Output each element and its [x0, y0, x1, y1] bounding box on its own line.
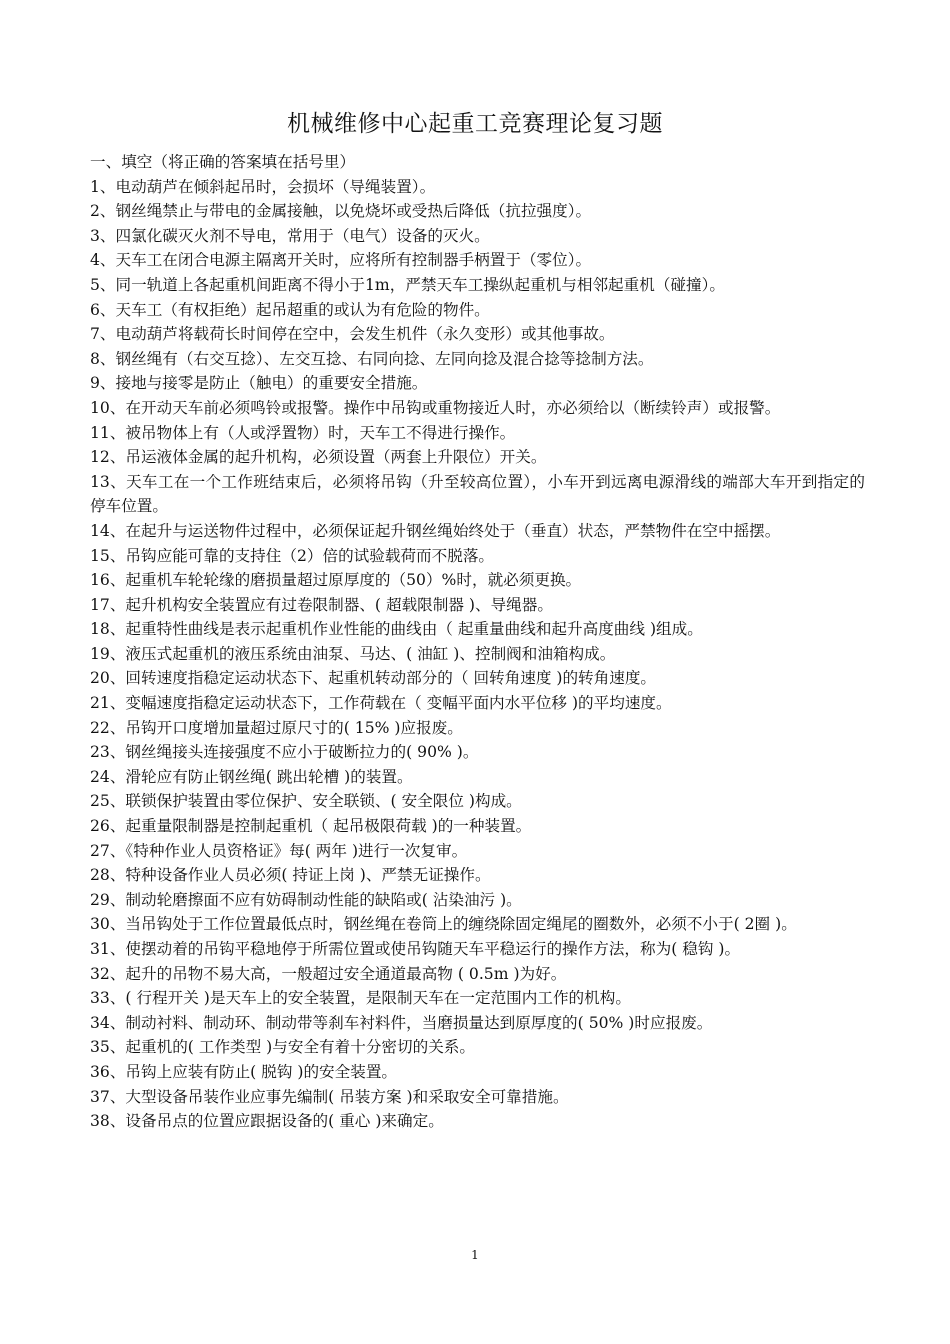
question-item: 13、天车工在一个工作班结束后，必须将吊钩（升至较高位置），小车开到远离电源滑线的端部大车开到指定的停车位置。 [90, 472, 865, 516]
question-item: 3、四氯化碳灭火剂不导电，常用于（电气）设备的灭火。 [90, 226, 490, 245]
page-title: 机械维修中心起重工竞赛理论复习题 [287, 111, 663, 137]
question-item: 28、特种设备作业人员必须( 持证上岗 )、严禁无证操作。 [90, 866, 491, 885]
question-item: 9、接地与接零是防止（触电）的重要安全措施。 [90, 374, 428, 393]
question-item: 8、钢丝绳有（右交互捻）、左交互捻、右同向捻、左同向捻及混合捻等捻制方法。 [90, 349, 654, 368]
question-item: 36、吊钩上应装有防止( 脱钩 )的安全装置。 [90, 1062, 398, 1081]
question-item: 11、被吊物体上有（人或浮置物）时，天车工不得进行操作。 [90, 423, 516, 442]
question-item: 25、联锁保护装置由零位保护、安全联锁、( 安全限位 )构成。 [90, 792, 522, 811]
question-item: 4、天车工在闭合电源主隔离开关时，应将所有控制器手柄置于（零位）。 [90, 251, 592, 270]
question-item: 23、钢丝绳接头连接强度不应小于破断拉力的( 90% )。 [90, 743, 479, 762]
section-heading: 一、填空（将正确的答案填在括号里） [90, 153, 356, 171]
question-item: 34、制动衬料、制动环、制动带等刹车衬料件，当磨损量达到原厚度的( 50% )时应报废。 [90, 1013, 713, 1032]
question-item: 20、回转速度指稳定运动状态下、起重机转动部分的（ 回转角速度 )的转角速度。 [90, 669, 657, 688]
question-list [90, 175, 865, 1134]
question-item: 12、吊运液体金属的起升机构，必须设置（两套上升限位）开关。 [90, 448, 547, 467]
question-item: 21、变幅速度指稳定运动状态下，工作荷载在（ 变幅平面内水平位移 )的平均速度。 [90, 694, 672, 713]
question-item: 17、起升机构安全装置应有过卷限制器、( 超载限制器 )、导绳器。 [90, 595, 553, 614]
question-item: 26、起重量限制器是控制起重机（ 起吊极限荷载 )的一种装置。 [90, 817, 532, 836]
question-item: 24、滑轮应有防止钢丝绳( 跳出轮槽 )的装置。 [90, 767, 413, 786]
question-item: 16、起重机车轮轮缘的磨损量超过原厚度的（50）%时，就必须更换。 [90, 571, 582, 590]
question-item: 5、同一轨道上各起重机间距离不得小于1m，严禁天车工操纵起重机与相邻起重机（碰撞）。 [90, 275, 725, 294]
question-item: 35、起重机的( 工作类型 )与安全有着十分密切的关系。 [90, 1038, 475, 1057]
question-item: 27、《特种作业人员资格证》每( 两年 )进行一次复审。 [90, 841, 468, 860]
question-item: 38、设备吊点的位置应跟据设备的( 重心 )来确定。 [90, 1112, 444, 1131]
question-item: 37、大型设备吊装作业应事先编制( 吊装方案 )和采取安全可靠措施。 [90, 1087, 569, 1106]
question-item: 19、液压式起重机的液压系统由油泵、马达、( 油缸 )、控制阀和油箱构成。 [90, 644, 616, 663]
question-item: 1、电动葫芦在倾斜起吊时，会损坏（导绳装置）。 [90, 177, 436, 196]
question-item: 6、天车工（有权拒绝）起吊超重的或认为有危险的物件。 [90, 300, 490, 319]
question-item: 22、吊钩开口度增加量超过原尺寸的( 15% )应报废。 [90, 718, 463, 737]
question-item: 29、制动轮磨擦面不应有妨碍制动性能的缺陷或( 沾染油污 )。 [90, 890, 522, 909]
question-item: 18、起重特性曲线是表示起重机作业性能的曲线由（ 起重量曲线和起升高度曲线 )组成。 [90, 620, 703, 639]
question-item: 30、当吊钩处于工作位置最低点时，钢丝绳在卷筒上的缠绕除固定绳尾的圈数外，必须不小于( 2圈 )。 [90, 915, 797, 934]
page-number: 1 [471, 1248, 479, 1262]
document-body [90, 150, 865, 1134]
question-item: 7、电动葫芦将载荷长时间停在空中，会发生机件（永久变形）或其他事故。 [90, 325, 615, 344]
question-item: 10、在开动天车前必须鸣铃或报警。操作中吊钩或重物接近人时，亦必须给以（断续铃声）或报警。 [90, 398, 781, 417]
question-item: 32、起升的吊物不易大高，一般超过安全通道最高物 ( 0.5m )为好。 [90, 964, 567, 983]
question-item: 14、在起升与运送物件过程中，必须保证起升钢丝绳始终处于（垂直）状态，严禁物件在空中摇摆。 [90, 521, 781, 540]
question-item: 15、吊钩应能可靠的支持住（2）倍的试验载荷而不脱落。 [90, 546, 495, 565]
question-item: 33、( 行程开关 )是天车上的安全装置，是限制天车在一定范围内工作的机构。 [90, 989, 631, 1008]
question-item: 31、使摆动着的吊钩平稳地停于所需位置或使吊钩随天车平稳运行的操作方法，称为( 稳钩 )。 [90, 940, 741, 958]
question-item: 2、钢丝绳禁止与带电的金属接触，以免烧坏或受热后降低（抗拉强度）。 [90, 202, 592, 221]
